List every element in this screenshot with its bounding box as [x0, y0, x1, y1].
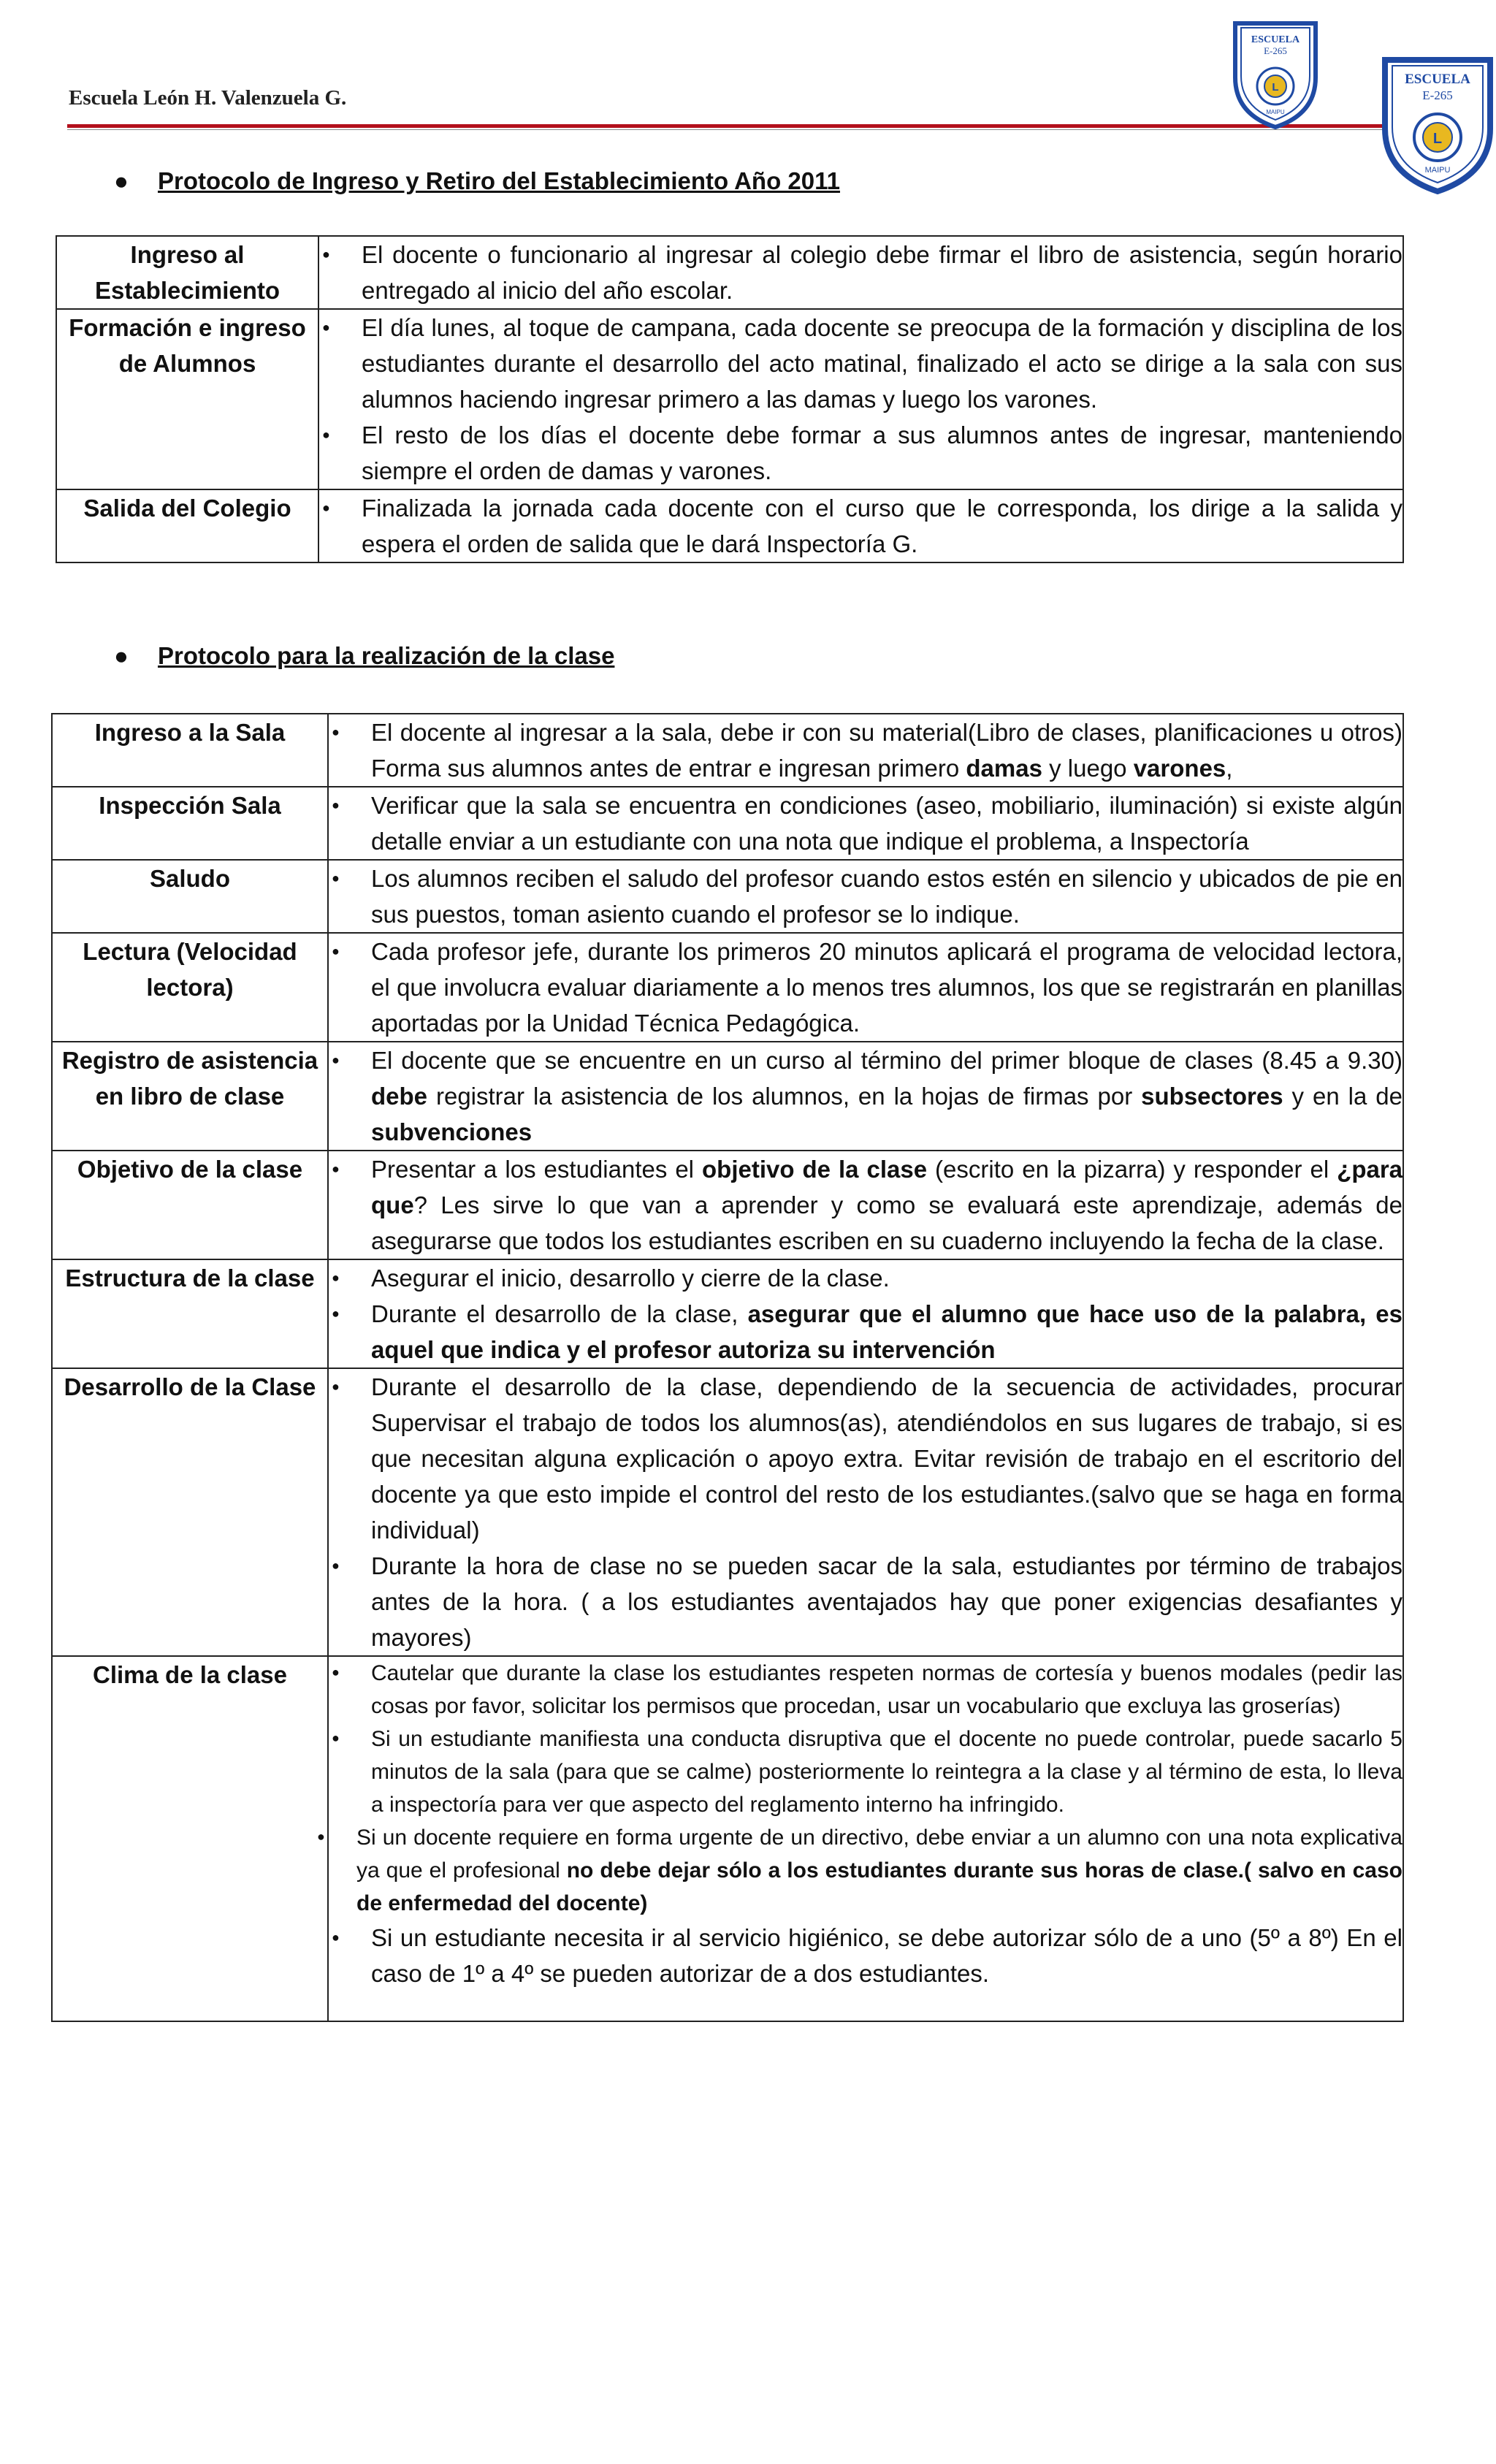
- list-item: ● Durante la hora de clase no se pueden sacar de la sala, estudiantes por término de trabajos antes de la hora. ( a los estudiantes aventajados hay que poner exigencias desafiantes y mayores): [329, 1548, 1402, 1655]
- table-row: [52, 1042, 1403, 1151]
- table-row: [52, 1368, 1403, 1656]
- list-item: ● Durante el desarrollo de la clase, asegurar que el alumno que hace uso de la palabra, es aquel que indica y el profesor autoriza su intervención: [329, 1296, 1402, 1368]
- logo-large-line1: ESCUELA: [1405, 72, 1470, 87]
- row-label: Registro de asistencia en libro de clase: [52, 1042, 328, 1151]
- list-item: ● Los alumnos reciben el saludo del profesor cuando estos estén en silencio y ubicados de pie en sus puestos, toman asiento cuando el profesor se lo indique.: [329, 861, 1402, 932]
- list-item: ● El día lunes, al toque de campana, cada docente se preocupa de la formación y disciplina de los estudiantes durante el desarrollo del acto matinal, finalizado el acto se dirige a la sala con sus alumnos haciendo ingresar primero a las damas y luego los varones.: [319, 310, 1402, 417]
- table-row: [52, 860, 1403, 933]
- bullet-icon: ●: [114, 167, 129, 194]
- list-item: ● Asegurar el inicio, desarrollo y cierre de la clase.: [329, 1260, 1402, 1296]
- list-item: ● El docente al ingresar a la sala, debe ir con su material(Libro de clases, planificaciones u otros) Forma sus alumnos antes de entrar e ingresan primero damas y luego varones,: [329, 714, 1402, 786]
- row-label: Lectura (Velocidad lectora): [52, 933, 328, 1042]
- row-label: Desarrollo de la Clase: [52, 1368, 328, 1656]
- list-item: ● El resto de los días el docente debe formar a sus alumnos antes de ingresar, manteniendo siempre el orden de damas y varones.: [319, 417, 1402, 489]
- list-item: ● Cautelar que durante la clase los estudiantes respeten normas de cortesía y buenos modales (pedir las cosas por favor, solicitar los permisos que procedan, usar un vocabulario que excluya las groserías): [329, 1657, 1402, 1723]
- svg-text:L: L: [1432, 131, 1443, 147]
- list-item: ● Durante el desarrollo de la clase, dependiendo de la secuencia de actividades, procurar Supervisar el trabajo de todos los alumnos(as), atendiéndolos en sus lugares de trabajo, si es que necesitan alguna explicación o apoyo extra. Evitar revisión de trabajo en el escritorio del docente ya que esto impide el control del resto de los estudiantes.(salvo que se haga en forma individual): [329, 1369, 1402, 1548]
- school-logo-small: [1231, 20, 1320, 130]
- list-item: ● Presentar a los estudiantes el objetivo de la clase (escrito en la pizarra) y responder el ¿para que? Les sirve lo que van a aprender y como se evaluará este aprendizaje, además de asegurarse que todos los estudiantes escriben en su cuaderno incluyendo la fecha de la clase.: [329, 1151, 1402, 1259]
- row-label: Estructura de la clase: [52, 1259, 328, 1368]
- list-item: ● El docente que se encuentre en un curso al término del primer bloque de clases (8.45 a 9.30) debe registrar la asistencia de los alumnos, en la hojas de firmas por subsectores y en la de subvenciones: [329, 1042, 1402, 1150]
- table-row: [52, 1656, 1403, 2021]
- section-title-realizacion-clase: [114, 642, 615, 670]
- school-name: Escuela León H. Valenzuela G.: [69, 86, 347, 110]
- list-item: ● El docente o funcionario al ingresar al colegio debe firmar el libro de asistencia, según horario entregado al inicio del año escolar.: [319, 237, 1402, 308]
- row-label: Inspección Sala: [52, 787, 328, 860]
- table-row: [56, 236, 1403, 309]
- table-realizacion-clase: [51, 713, 1404, 2022]
- school-logo-large: [1379, 56, 1496, 194]
- row-label: Ingreso al Establecimiento: [56, 236, 318, 309]
- section-title-text: Protocolo para la realización de la clase: [158, 642, 615, 669]
- list-item: ● Verificar que la sala se encuentra en condiciones (aseo, mobiliario, iluminación) si existe algún detalle enviar a un estudiante con una nota que indique el problema, a Inspectoría: [329, 787, 1402, 859]
- section-title-text: Protocolo de Ingreso y Retiro del Establecimiento Año 2011: [158, 167, 841, 194]
- table-row: [52, 787, 1403, 860]
- list-item: ● Finalizada la jornada cada docente con el curso que le corresponda, los dirige a la salida y espera el orden de salida que le dará Inspectoría G.: [319, 490, 1402, 562]
- list-item: ● Si un docente requiere en forma urgente de un directivo, debe enviar a un alumno con una nota explicativa ya que el profesional no debe dejar sólo a los estudiantes durante sus horas de clase.( salvo en caso de enfermedad del docente): [314, 1821, 1402, 1920]
- table-row: [56, 489, 1403, 562]
- table-row: [52, 1259, 1403, 1368]
- table-row: [52, 714, 1403, 787]
- logo-small-line1: ESCUELA: [1251, 34, 1300, 45]
- table-row: [52, 1151, 1403, 1259]
- row-label: Salida del Colegio: [56, 489, 318, 562]
- section-title-ingreso-retiro: [114, 167, 841, 195]
- logo-small-city: MAIPU: [1266, 109, 1285, 115]
- list-item: ● Cada profesor jefe, durante los primeros 20 minutos aplicará el programa de velocidad lectora, el que involucra evaluar diariamente a lo menos tres alumnos, los que se registrarán en planillas aportadas por la Unidad Técnica Pedagógica.: [329, 934, 1402, 1041]
- bullet-icon: ●: [114, 642, 129, 669]
- row-label: Ingreso a la Sala: [52, 714, 328, 787]
- logo-large-city: MAIPU: [1424, 166, 1451, 175]
- table-row: [56, 309, 1403, 489]
- logo-large-line2: E-265: [1422, 88, 1453, 102]
- table-ingreso-retiro: [56, 235, 1404, 563]
- row-label: Objetivo de la clase: [52, 1151, 328, 1259]
- row-label: Clima de la clase: [52, 1656, 328, 2021]
- row-label: Formación e ingreso de Alumnos: [56, 309, 318, 489]
- logo-small-line2: E-265: [1264, 45, 1287, 56]
- list-item: ● Si un estudiante manifiesta una conducta disruptiva que el docente no puede controlar, puede sacarlo 5 minutos de la sala (para que se calme) posteriormente lo reintegra a la clase y al término de esta, lo lleva a inspectoría para ver que aspecto del reglamento interno ha infringido.: [329, 1723, 1402, 1821]
- table-row: [52, 933, 1403, 1042]
- svg-text:L: L: [1272, 81, 1279, 94]
- list-item: ● Si un estudiante necesita ir al servicio higiénico, se debe autorizar sólo de a uno (5º a 8º) En el caso de 1º a 4º se pueden autorizar de a dos estudiantes.: [329, 1920, 1402, 1991]
- row-label: Saludo: [52, 860, 328, 933]
